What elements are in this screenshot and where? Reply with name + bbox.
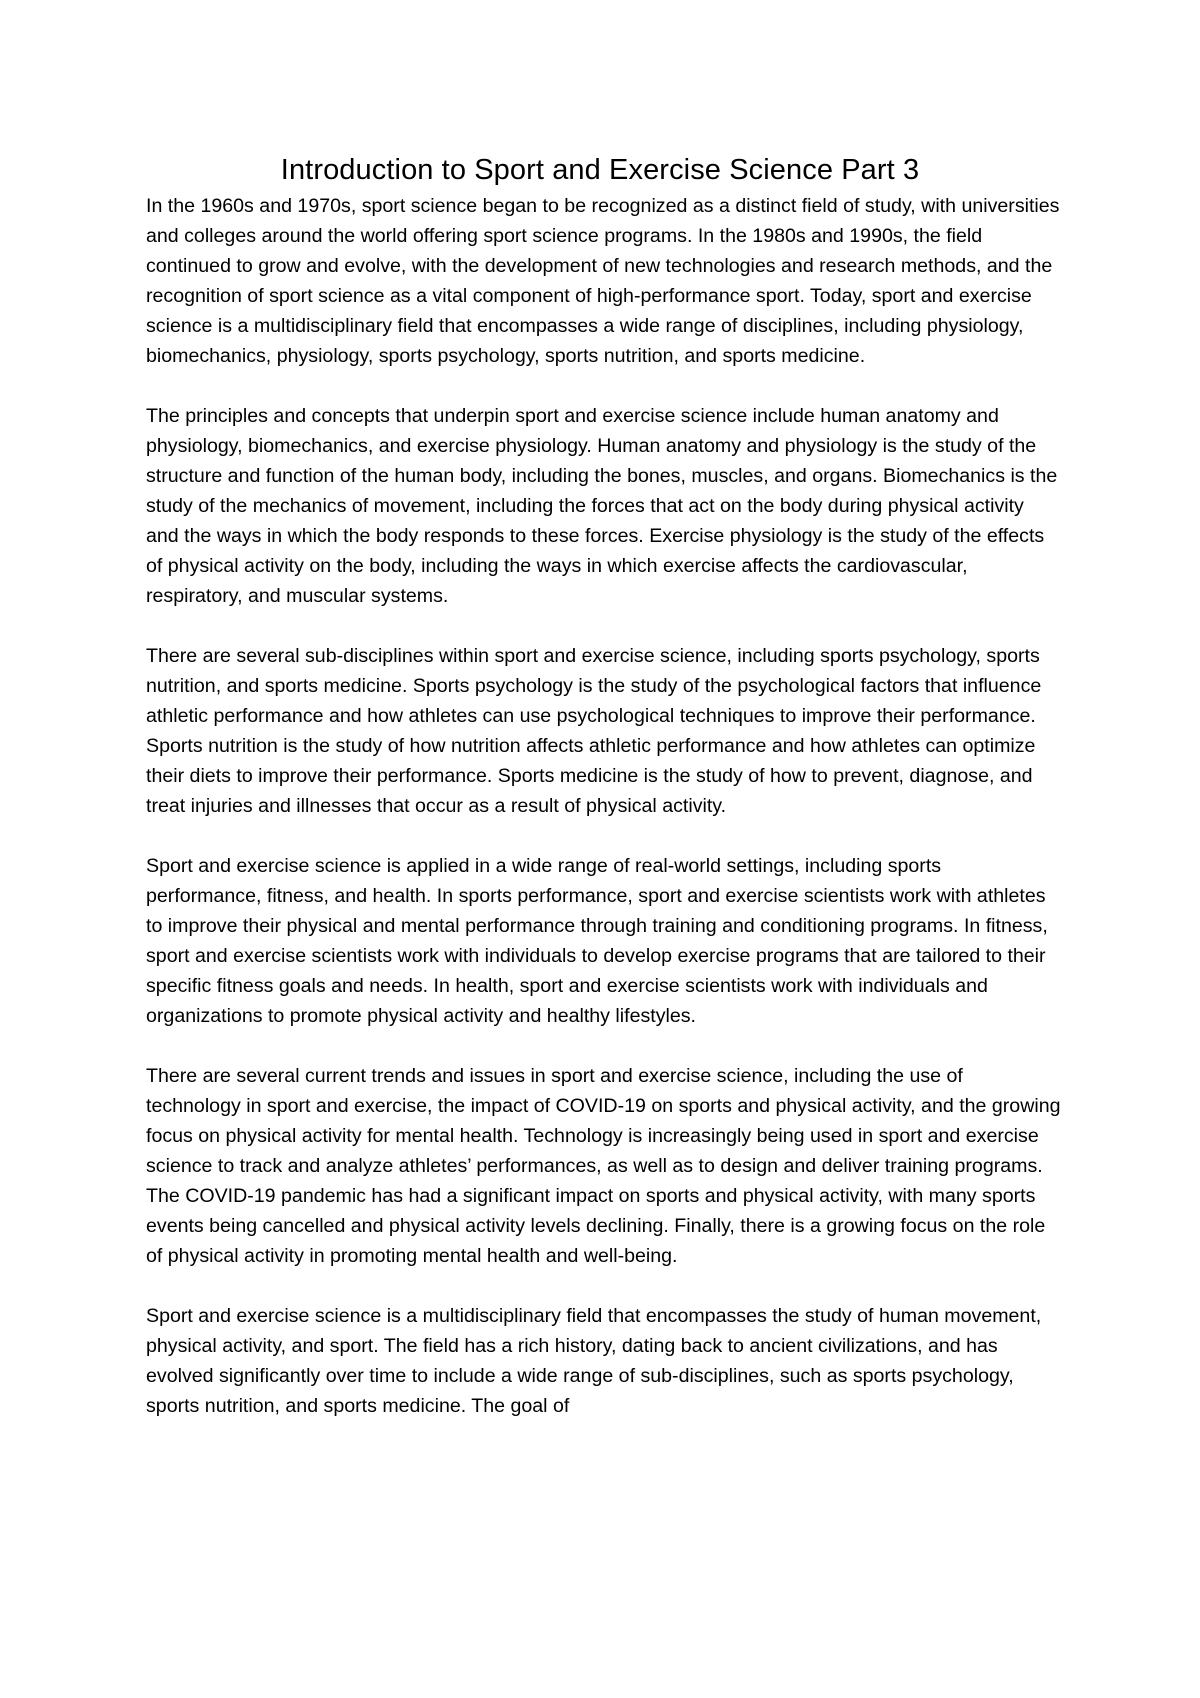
paragraph-trends: There are several current trends and issues in sport and exercise science, including the use of technology in sport and exercise, the impact of COVID-19 on sports and physical activity, and the growing focus on physical activity for mental health. Technology is increasingly being used in sport and exercise science to track and analyze athletes’ performances, as well as to design and deliver training programs. The COVID-19 pandemic has had a significant impact on sports and physical activity, with many sports events being cancelled and physical activity levels declining. Finally, there is a growing focus on the role of physical activity in promoting mental health and well-being. [146,1065,1061,1267]
paragraph-sub-disciplines: There are several sub-disciplines within sport and exercise science, including sports psychology, sports nutrition, and sports medicine. Sports psychology is the study of the psychological factors that influence athletic performance and how athletes can use psychological techniques to improve their performance. Sports nutrition is the study of how nutrition affects athletic performance and how athletes can optimize their diets to improve their performance. Sports medicine is the study of how to prevent, diagnose, and treat injuries and illnesses that occur as a result of physical activity. [146,645,1042,817]
document-title: Introduction to Sport and Exercise Science Part 3 [280,154,920,186]
paragraph-summary: Sport and exercise science is a multidisciplinary field that encompasses the study of human movement, physical activity, and sport. The field has a rich history, dating back to ancient civilizations, and has evolved significantly over time to include a wide range of sub-disciplines, such as sports psychology, sports nutrition, and sports medicine. The goal of [146,1305,1042,1417]
paragraph-history: In the 1960s and 1970s, sport science began to be recognized as a distinct field of study, with universities and colleges around the world offering sport science programs. In the 1980s and 1990s, the field continued to grow and evolve, with the development of new technologies and research methods, and the recognition of sport science as a vital component of high-performance sport. Today, sport and exercise science is a multidisciplinary field that encompasses a wide range of disciplines, including physiology, biomechanics, physiology, sports psychology, sports nutrition, and sports medicine. [146,195,1060,367]
paragraph-applications: Sport and exercise science is applied in a wide range of real-world settings, including sports performance, fitness, and health. In sports performance, sport and exercise scientists work with athletes to improve their physical and mental performance through training and conditioning programs. In fitness, sport and exercise scientists work with individuals to develop exercise programs that are tailored to their specific fitness goals and needs. In health, sport and exercise scientists work with individuals and organizations to promote physical activity and healthy lifestyles. [146,855,1048,1027]
paragraph-principles: The principles and concepts that underpin sport and exercise science include human anatomy and physiology, biomechanics, and exercise physiology. Human anatomy and physiology is the study of the structure and function of the human body, including the bones, muscles, and organs. Biomechanics is the study of the mechanics of movement, including the forces that act on the body during physical activity and the ways in which the body responds to these forces. Exercise physiology is the study of the effects of physical activity on the body, including the ways in which exercise affects the cardiovascular, respiratory, and muscular systems. [146,405,1058,607]
document-body [146,191,1061,1451]
